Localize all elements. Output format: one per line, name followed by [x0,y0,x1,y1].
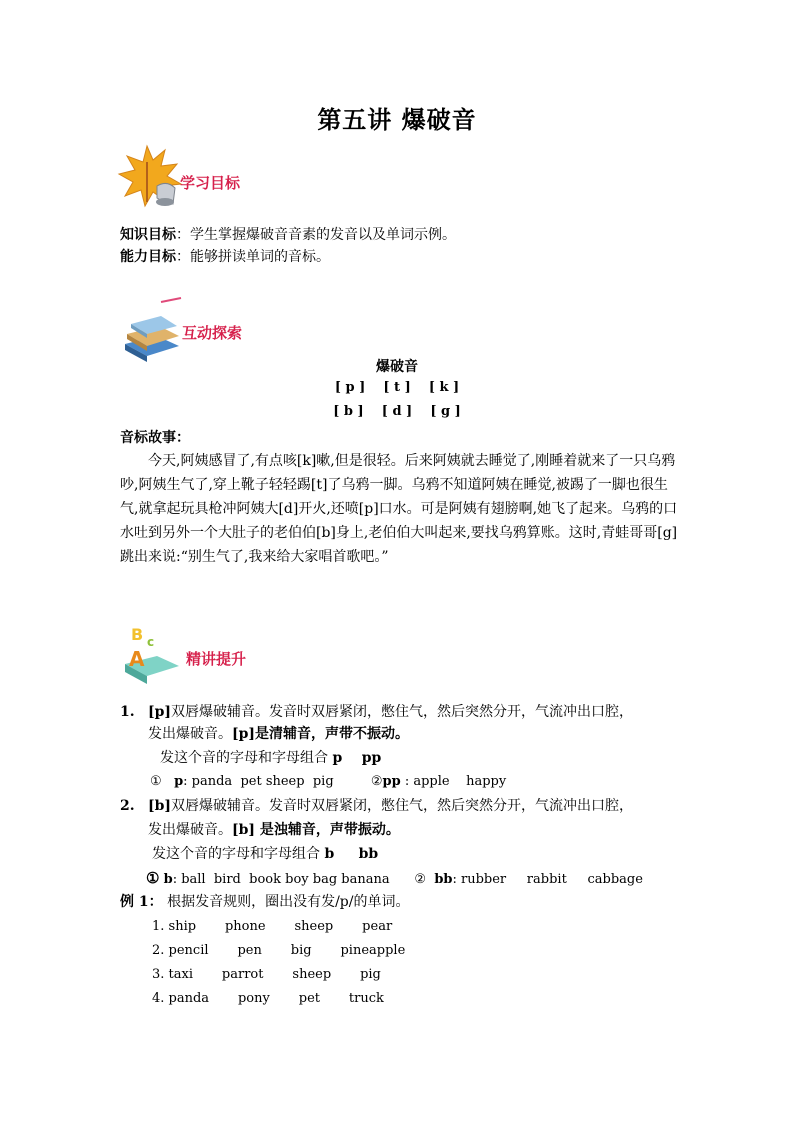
story-paragraph: 今天,阿姨感冒了,有点咳[k]嗽,但是很轻。后来阿姨就去睡觉了,刚睡着就来了一只乌鸦吵,阿姨生气了,穿上靴子轻轻踢[t]了乌鸦一脚。乌鸦不知道阿姨在睡觉,被踢了一脚也很生气,就拿起玩具枪冲阿姨大[d]开火,还喷[p]口水。可是阿姨有翅膀啊,她飞了起来。乌鸦的口水吐到另外一个大肚子的老伯伯[b]身上,老伯伯大叫起来,要找乌鸦算账。这时,青蛙哥哥[g]跳出来说:“别生气了,我来给大家唱首歌吧。” [120,453,678,565]
item2-symbol: [b] [148,798,172,814]
item2-bold-note: [b] 是浊辅音，声带振动。 [232,822,400,838]
item2-circle2: ② [414,872,427,887]
story-heading: 音标故事： [120,430,190,446]
section-goals-label: 学习目标 [180,174,241,192]
item2-line2 [148,820,400,840]
example1-row-2: 2. pencil pen big pineapple [152,943,406,958]
item1-combo-label: 发这个音的字母和字母组合 [160,750,333,766]
svg-text:A: A [129,647,145,671]
example1-header [120,892,409,912]
svg-text:c: c [147,635,155,649]
svg-text:B: B [131,625,144,644]
page-title: 第五讲 爆破音 [317,106,477,134]
item1-circle2: ② [370,774,383,789]
section-improve-label: 精讲提升 [186,650,247,668]
item2-combo [152,844,378,864]
item1-circle1: ① [150,774,162,789]
maple-leaf-bell-icon [117,142,187,218]
ability-goal-label: 能力目标 [120,249,176,265]
example1-row-3: 3. taxi parrot sheep pig [152,967,381,982]
plosives-row-voiceless: [ p ] [ t ] [ k ] [334,380,460,395]
item2-line1 [120,796,633,816]
item2-ex1-key: b [163,872,173,887]
knowledge-goal-label: 知识目标 [120,227,176,243]
item1-combo [160,748,381,768]
item1-continuation: 发出爆破音。 [148,726,232,742]
example1-label: 例 1： [120,894,163,910]
item1-symbol: [p] [148,704,172,720]
item2-ex2-key: bb [434,872,453,887]
abc-blocks-icon [117,620,187,694]
item1-combo-value: p pp [332,750,382,766]
item2-ex1-words: : ball bird book boy bag banana [172,872,390,887]
item2-combo-value: b bb [324,846,379,862]
item1-examples [150,772,506,792]
item1-line1 [120,702,633,722]
item1-bold-note: [p]是清辅音，声带不振动。 [232,726,410,742]
item1-ex2-words: : apple happy [400,774,507,789]
item1-description: 双唇爆破辅音。发音时双唇紧闭，憋住气，然后突然分开，气流冲出口腔， [171,704,634,720]
section-explore-label: 互动探索 [182,324,243,342]
ability-goal [120,247,330,267]
item2-number: 2. [120,798,135,814]
item2-combo-label: 发这个音的字母和字母组合 [152,846,325,862]
item2-continuation: 发出爆破音。 [148,822,232,838]
example1-row-4: 4. panda pony pet truck [152,991,384,1006]
item1-ex1-key: p [174,774,184,789]
item1-ex1-words: : panda pet sheep pig [183,774,334,789]
item2-ex2-words: : rubber rabbit cabbage [452,872,643,887]
item1-line2 [148,724,409,744]
item1-number: 1. [120,704,135,720]
knowledge-goal [120,225,456,245]
item1-ex2-key: pp [382,774,401,789]
knowledge-goal-text: ：学生掌握爆破音音素的发音以及单词示例。 [176,227,456,243]
item2-description: 双唇爆破辅音。发音时双唇紧闭，憋住气，然后突然分开，气流冲出口腔， [171,798,634,814]
item2-examples [146,868,643,890]
ability-goal-text: ：能够拼读单词的音标。 [176,249,330,265]
example1-instruction: 根据发音规则，圈出没有发/p/的单词。 [167,894,410,910]
plosives-row-voiced: [ b ] [ d ] [ g ] [333,404,461,419]
item2-circle1: ① [146,869,160,887]
plosives-heading: 爆破音 [376,359,418,375]
example1-row-1: 1. ship phone sheep pear [152,919,393,934]
